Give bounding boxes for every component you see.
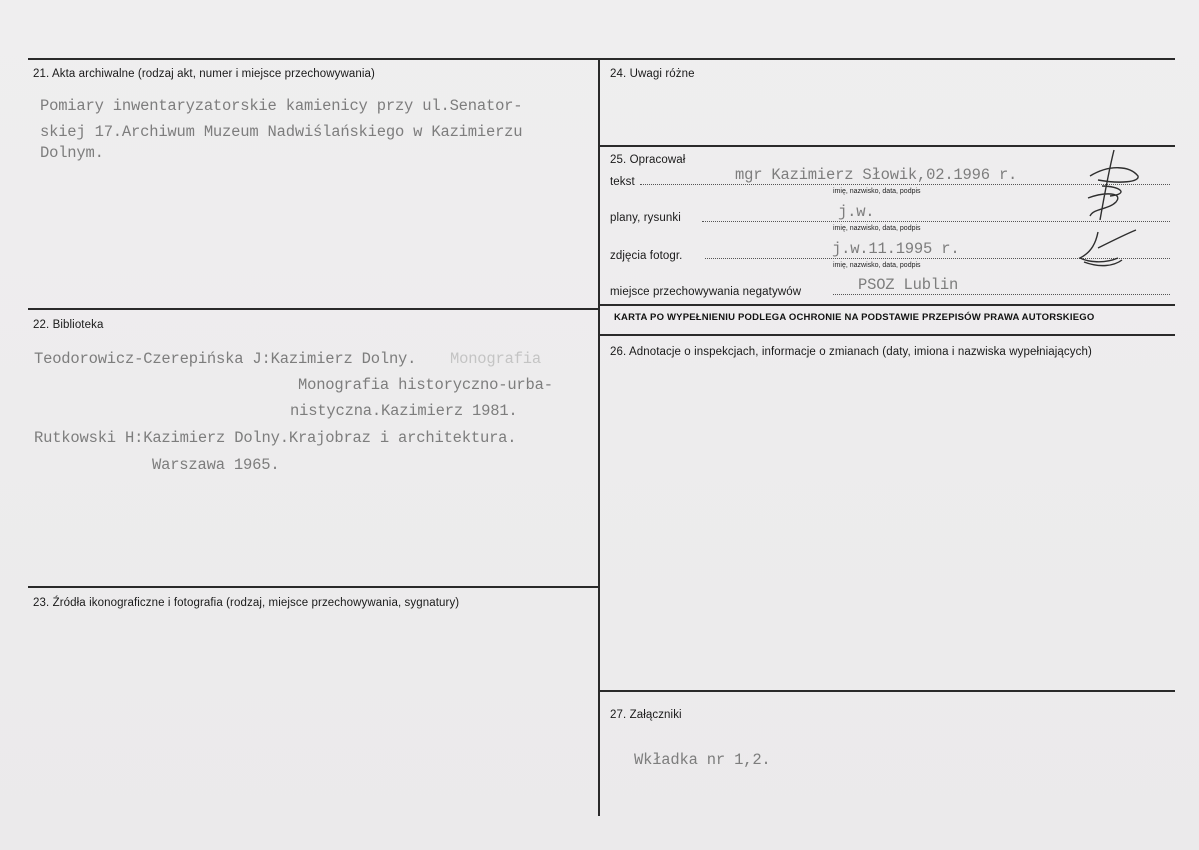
section-26-label: 26. Adnotacje o inspekcjach, informacje o zmianach (daty, imiona i nazwiska wypełniających)	[610, 346, 1092, 358]
section-21-line-2: skiej 17.Archiwum Muzeum Nadwiślańskiego w Kazimierzu	[40, 123, 523, 141]
section-25-label: 25. Opracował	[610, 154, 686, 166]
zdjecia-label: zdjęcia fotogr.	[610, 250, 683, 262]
divider-26-27	[600, 690, 1175, 692]
top-border-line	[28, 58, 1175, 60]
copyright-notice: KARTA PO WYPEŁNIENIU PODLEGA OCHRONIE NA PODSTAWIE PRZEPISÓW PRAWA AUTORSKIEGO	[614, 312, 1095, 323]
signature-2	[1074, 228, 1144, 270]
zdjecia-caption: imię, nazwisko, data, podpis	[833, 262, 921, 269]
section-22-line-4: Rutkowski H:Kazimierz Dolny.Krajobraz i architektura.	[34, 429, 517, 447]
section-27-label: 27. Załączniki	[610, 709, 682, 721]
section-27-value: Wkładka nr 1,2.	[634, 751, 771, 769]
section-22-line-5: Warszawa 1965.	[152, 456, 280, 474]
divider-21-22	[28, 308, 598, 310]
section-22-struck-word: Monografia	[450, 350, 542, 368]
section-22-line-3: nistyczna.Kazimierz 1981.	[290, 402, 518, 420]
zdjecia-value: j.w.11.1995 r.	[832, 240, 960, 258]
section-22-line-1: Teodorowicz-Czerepińska J:Kazimierz Dolny.	[34, 350, 417, 368]
divider-notice-26	[600, 334, 1175, 336]
section-21-label: 21. Akta archiwalne (rodzaj akt, numer i miejsce przechowywania)	[33, 68, 375, 80]
tekst-caption: imię, nazwisko, data, podpis	[833, 188, 921, 195]
plany-caption: imię, nazwisko, data, podpis	[833, 225, 921, 232]
plany-label: plany, rysunki	[610, 212, 681, 224]
signature-1	[1080, 146, 1150, 226]
divider-22-23	[28, 586, 598, 588]
negatywy-label: miejsce przechowywania negatywów	[610, 286, 802, 298]
section-21-line-1: Pomiary inwentaryzatorskie kamienicy przy ul.Senator-	[40, 97, 523, 115]
negatywy-value: PSOZ Lublin	[858, 276, 959, 294]
section-23-label: 23. Źródła ikonograficzne i fotografia (rodzaj, miejsce przechowywania, sygnatury)	[33, 597, 460, 609]
section-24-label: 24. Uwagi różne	[610, 68, 695, 80]
plany-value: j.w.	[838, 203, 875, 221]
divider-25-notice	[600, 304, 1175, 306]
section-22-label: 22. Biblioteka	[33, 319, 104, 331]
tekst-value: mgr Kazimierz Słowik,02.1996 r.	[735, 166, 1018, 184]
section-22-line-2: Monografia historyczno-urba-	[298, 376, 553, 394]
center-divider	[598, 58, 600, 816]
tekst-label: tekst	[610, 176, 635, 188]
section-21-line-3: Dolnym.	[40, 144, 104, 162]
